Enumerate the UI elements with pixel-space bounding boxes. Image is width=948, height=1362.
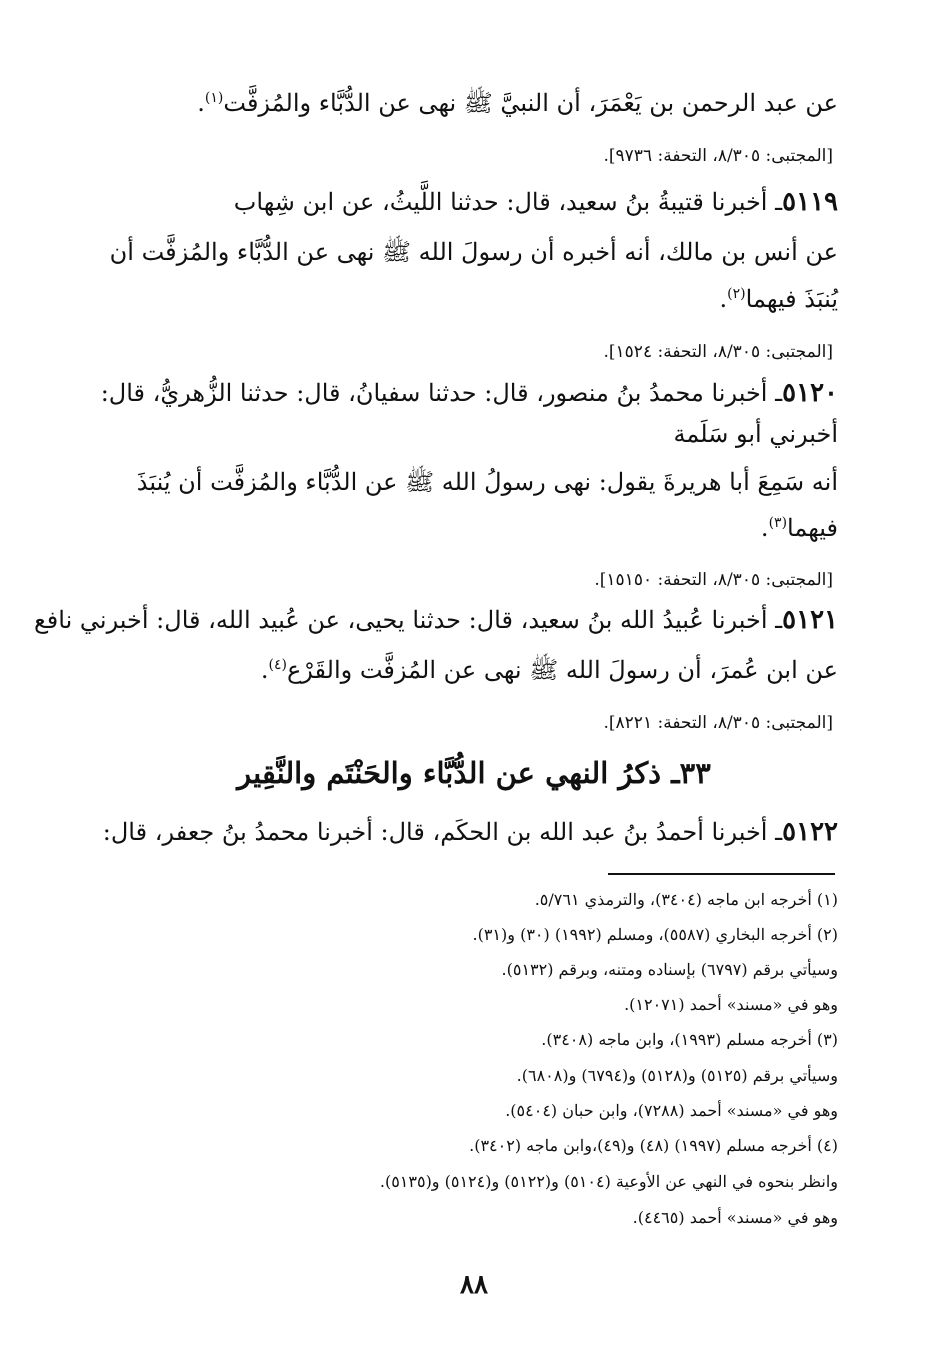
page-number: ٨٨ bbox=[460, 1270, 488, 1300]
footnote-divider bbox=[608, 873, 835, 875]
footnote-marker: (٢) bbox=[727, 286, 746, 302]
footnote-marker: (٣) bbox=[768, 515, 788, 531]
footnote-line: وسيأتي برقم (٦٧٩٧) بإسناده ومتنه، وبرقم (٥١٣٢). bbox=[501, 960, 838, 979]
footnote-line: وهو في «مسند» أحمد (٧٢٨٨)، وابن حبان (٥٤٠٤). bbox=[505, 1101, 838, 1120]
footnote-line: وهو في «مسند» أحمد (٤٤٦٥). bbox=[632, 1208, 838, 1227]
hadith-5121-line-2: عن ابن عُمرَ، أن رسولَ الله ﷺ نهى عن المُزفَّت والقَرْع$^{(٤)}$. bbox=[260, 656, 838, 684]
footnote-line: (١) أخرجه ابن ماجه (٣٤٠٤)، والترمذي ٥/٧٦١. bbox=[534, 890, 838, 909]
hadith-5122-line-1: ٥١٢٢ـ أخبرنا أحمدُ بنُ عبد الله بن الحكَم، قال: أخبرنا محمدُ بنُ جعفر، قال: bbox=[102, 817, 838, 847]
footnote-line: وانظر بنحوه في النهي عن الأوعية (٥١٠٤) و(٥١٢٢) و(٥١٢٤) و(٥١٣٥). bbox=[379, 1172, 838, 1191]
hadith-5119-line-2: عن أنس بن مالك، أنه أخبره أن رسولَ الله ﷺ نهى عن الدُّبَّاء والمُزفَّت أن bbox=[109, 238, 838, 266]
hadith-5120-line-3: أنه سَمِعَ أبا هريرةَ يقول: نهى رسولُ الله ﷺ عن الدُّبَّاء والمُزفَّت أن يُنبَذَ bbox=[136, 468, 838, 496]
reference-5120: [المجتبى: ٨/٣٠٥، التحفة: ١٥١٥٠]. bbox=[594, 570, 833, 590]
hadith-5121-line-1: ٥١٢١ـ أخبرنا عُبيدُ الله بنُ سعيد، قال: حدثنا يحيى، عن عُبيد الله، قال: أخبرني نافع bbox=[34, 605, 838, 635]
hadith-number: ٥١١٩ bbox=[782, 187, 838, 217]
footnote-line: وهو في «مسند» أحمد (١٢٠٧١). bbox=[624, 995, 838, 1014]
hadith-5118-line: عن عبد الرحمن بن يَعْمَرَ، أن النبيَّ ﷺ نهى عن الدُّبَّاء والمُزفَّت$^{(١)}$. bbox=[197, 89, 838, 117]
footnote-line: (٣) أخرجه مسلم (١٩٩٣)، وابن ماجه (٣٤٠٨). bbox=[541, 1030, 838, 1049]
hadith-5119-line-3: يُنبَذَ فيهما$^{(٢)}$. bbox=[719, 285, 838, 313]
hadith-5119-line-1: ٥١١٩ـ أخبرنا قتيبةُ بنُ سعيد، قال: حدثنا اللَّيثُ، عن ابن شِهاب bbox=[233, 187, 838, 217]
hadith-5120-line-2: أخبرني أبو سَلَمة bbox=[673, 420, 838, 448]
reference-5118: [المجتبى: ٨/٣٠٥، التحفة: ٩٧٣٦]. bbox=[603, 146, 833, 166]
footnote-line: (٤) أخرجه مسلم (١٩٩٧) (٤٨) و(٤٩)،وابن ماجه (٣٤٠٢). bbox=[469, 1136, 838, 1155]
footnote-line: (٢) أخرجه البخاري (٥٥٨٧)، ومسلم (١٩٩٢) (٣٠) و(٣١). bbox=[472, 925, 838, 944]
hadith-number: ٥١٢٢ bbox=[782, 817, 838, 847]
hadith-5120-line-4: فيهما$^{(٣)}$. bbox=[760, 514, 838, 542]
chapter-heading: ٣٣ـ ذكرُ النهي عن الدُّبَّاء والحَنْتَم والنَّقِير bbox=[237, 756, 711, 790]
reference-5121: [المجتبى: ٨/٣٠٥، التحفة: ٨٢٢١]. bbox=[603, 713, 833, 733]
hadith-5120-line-1: ٥١٢٠ـ أخبرنا محمدُ بنُ منصور، قال: حدثنا سفيانُ، قال: حدثنا الزُّهريُّ، قال: bbox=[100, 378, 838, 408]
footnote-marker: (١) bbox=[204, 90, 224, 106]
footnote-marker: (٤) bbox=[268, 657, 287, 673]
hadith-number: ٥١٢٠ bbox=[782, 378, 838, 408]
reference-5119: [المجتبى: ٨/٣٠٥، التحفة: ١٥٢٤]. bbox=[603, 342, 833, 362]
footnote-line: وسيأتي برقم (٥١٢٥) و(٥١٢٨) و(٦٧٩٤) و(٦٨٠٨). bbox=[516, 1066, 838, 1085]
hadith-number: ٥١٢١ bbox=[782, 605, 838, 635]
